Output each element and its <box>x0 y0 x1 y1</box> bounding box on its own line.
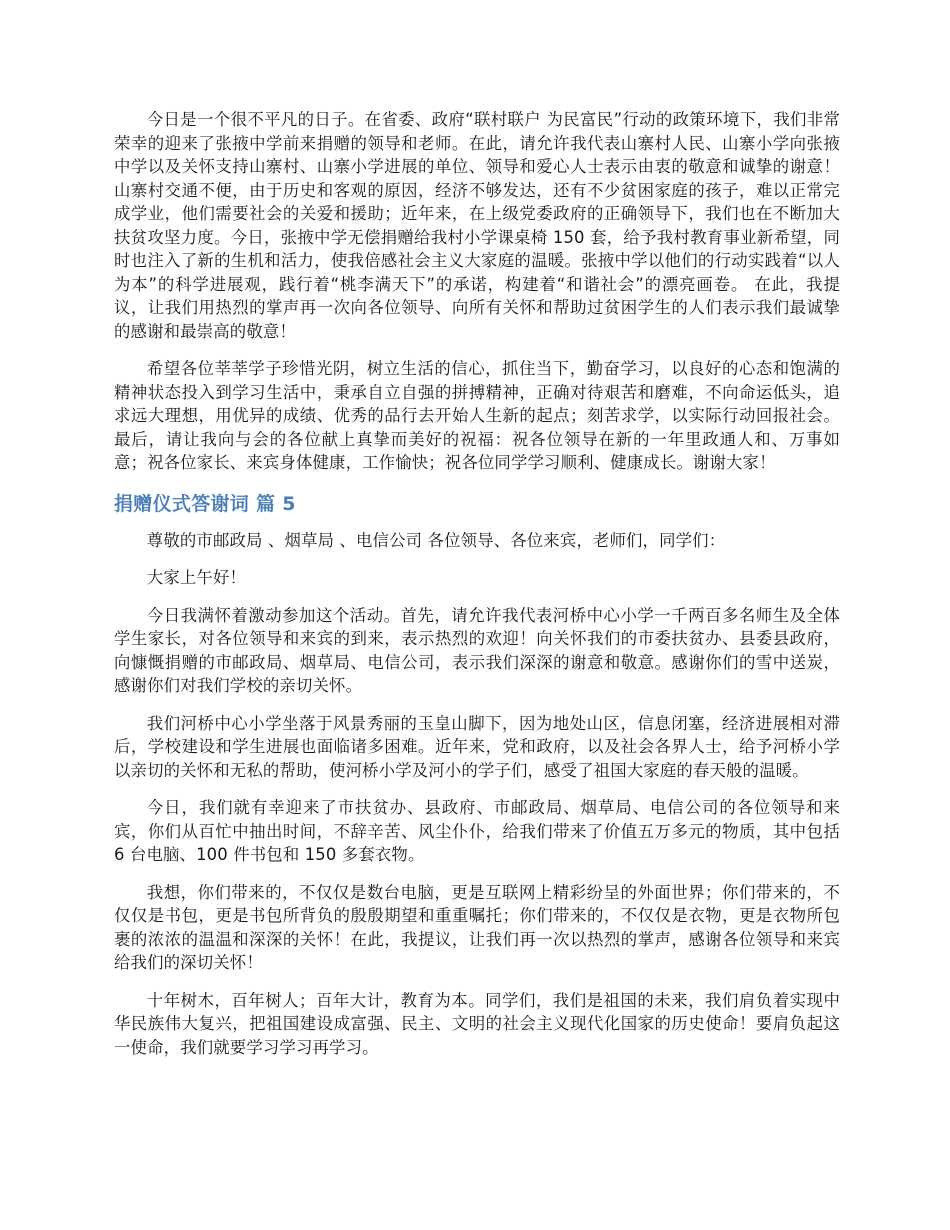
document-body <box>114 108 840 1073</box>
greeting: 大家上午好！ <box>146 568 247 587</box>
paragraph: 今日是一个很不平凡的日子。在省委、政府“联村联户 为民富民”行动的政策环境下，我们非常荣幸的迎来了张掖中学前来捐赠的领导和老师。在此，请允许我代表山寨村人民、山寨小学向张掖中学以及关怀支持山寨村、山寨小学进展的单位、领导和爱心人士表示由衷的敬意和诚挚的谢意！ 山寨村交通不便，由于历史和客观的原因，经济不够发达，还有不少贫困家庭的孩子，难以正常完成学业，他们需要社会的关爱和援助；近年来，在上级党委政府的正确领导下，我们也在不断加大扶贫攻坚力度。今日，张掖中学无偿捐赠给我村小学课桌椅 150 套，给予我村教育事业新希望，同时也注入了新的生机和活力，使我倍感社会主义大家庭的温暖。张掖中学以他们的行动实践着“以人为本”的科学进展观，践行着“桃李满天下”的承诺，构建着“和谐社会”的漂亮画卷。 在此，我提议，让我们用热烈的掌声再一次向各位领导、向所有关怀和帮助过贫困学生的人们表示我们最诚挚的感谢和最崇高的敬意！ <box>114 110 840 341</box>
paragraph: 我们河桥中心小学坐落于风景秀丽的玉皇山脚下，因为地处山区，信息闭塞，经济进展相对滞后，学校建设和学生进展也面临诸多困难。近年来，党和政府，以及社会各界人士，给予河桥小学以亲切的关怀和无私的帮助，使河桥小学及河小的学子们，感受了祖国大家庭的春天般的温暖。 <box>114 713 840 780</box>
salutation: 尊敬的市邮政局 、烟草局 、电信公司 各位领导、各位来宾，老师们，同学们： <box>146 530 726 550</box>
section-heading: 捐赠仪式答谢词 篇 5 <box>114 492 296 515</box>
paragraph: 希望各位莘莘学子珍惜光阴，树立生活的信心，抓住当下，勤奋学习，以良好的心态和饱满的精神状态投入到学习生活中，秉承自立自强的拼搏精神，正确对待艰苦和磨难，不向命运低头，追求远大理想，用优异的成绩、优秀的品行去开始人生新的起点；刻苦求学，以实际行动回报社会。 最后，请让我向与会的各位献上真挚而美好的祝福：祝各位领导在新的一年里政通人和、万事如意；祝各位家长、来宾身体健康，工作愉快；祝各位同学学习顺利、健康成长。谢谢大家！ <box>114 359 840 472</box>
paragraph: 十年树木，百年树人；百年大计，教育为本。同学们，我们是祖国的未来，我们肩负着实现中华民族伟大复兴，把祖国建设成富强、民主、文明的社会主义现代化国家的历史使命！要肩负起这一使命，我们就要学习学习再学习。 <box>114 990 840 1057</box>
paragraph: 今日，我们就有幸迎来了市扶贫办、县政府、市邮政局、烟草局、电信公司的各位领导和来宾，你们从百忙中抽出时间，不辞辛苦、风尘仆仆，给我们带来了价值五万多元的物质，其中包括 6 台电脑、100 件书包和 150 多套衣物。 <box>114 798 840 864</box>
paragraph: 今日我满怀着激动参加这个活动。首先，请允许我代表河桥中心小学一千两百多名师生及全体学生家长，对各位领导和来宾的到来，表示热烈的欢迎！向关怀我们的市委扶贫办、县委县政府，向慷慨捐赠的市邮政局、烟草局、电信公司，表示我们深深的谢意和敬意。感谢你们的雪中送炭，感谢你们对我们学校的亲切关怀。 <box>114 605 840 695</box>
paragraph: 我想，你们带来的，不仅仅是数台电脑，更是互联网上精彩纷呈的外面世界；你们带来的，不仅仅是书包，更是书包所背负的殷殷期望和重重嘱托；你们带来的，不仅仅是衣物，更是衣物所包裹的浓浓的温温和深深的关怀！在此，我提议，让我们再一次以热烈的掌声，感谢各位领导和来宾给我们的深切关怀！ <box>114 882 840 972</box>
